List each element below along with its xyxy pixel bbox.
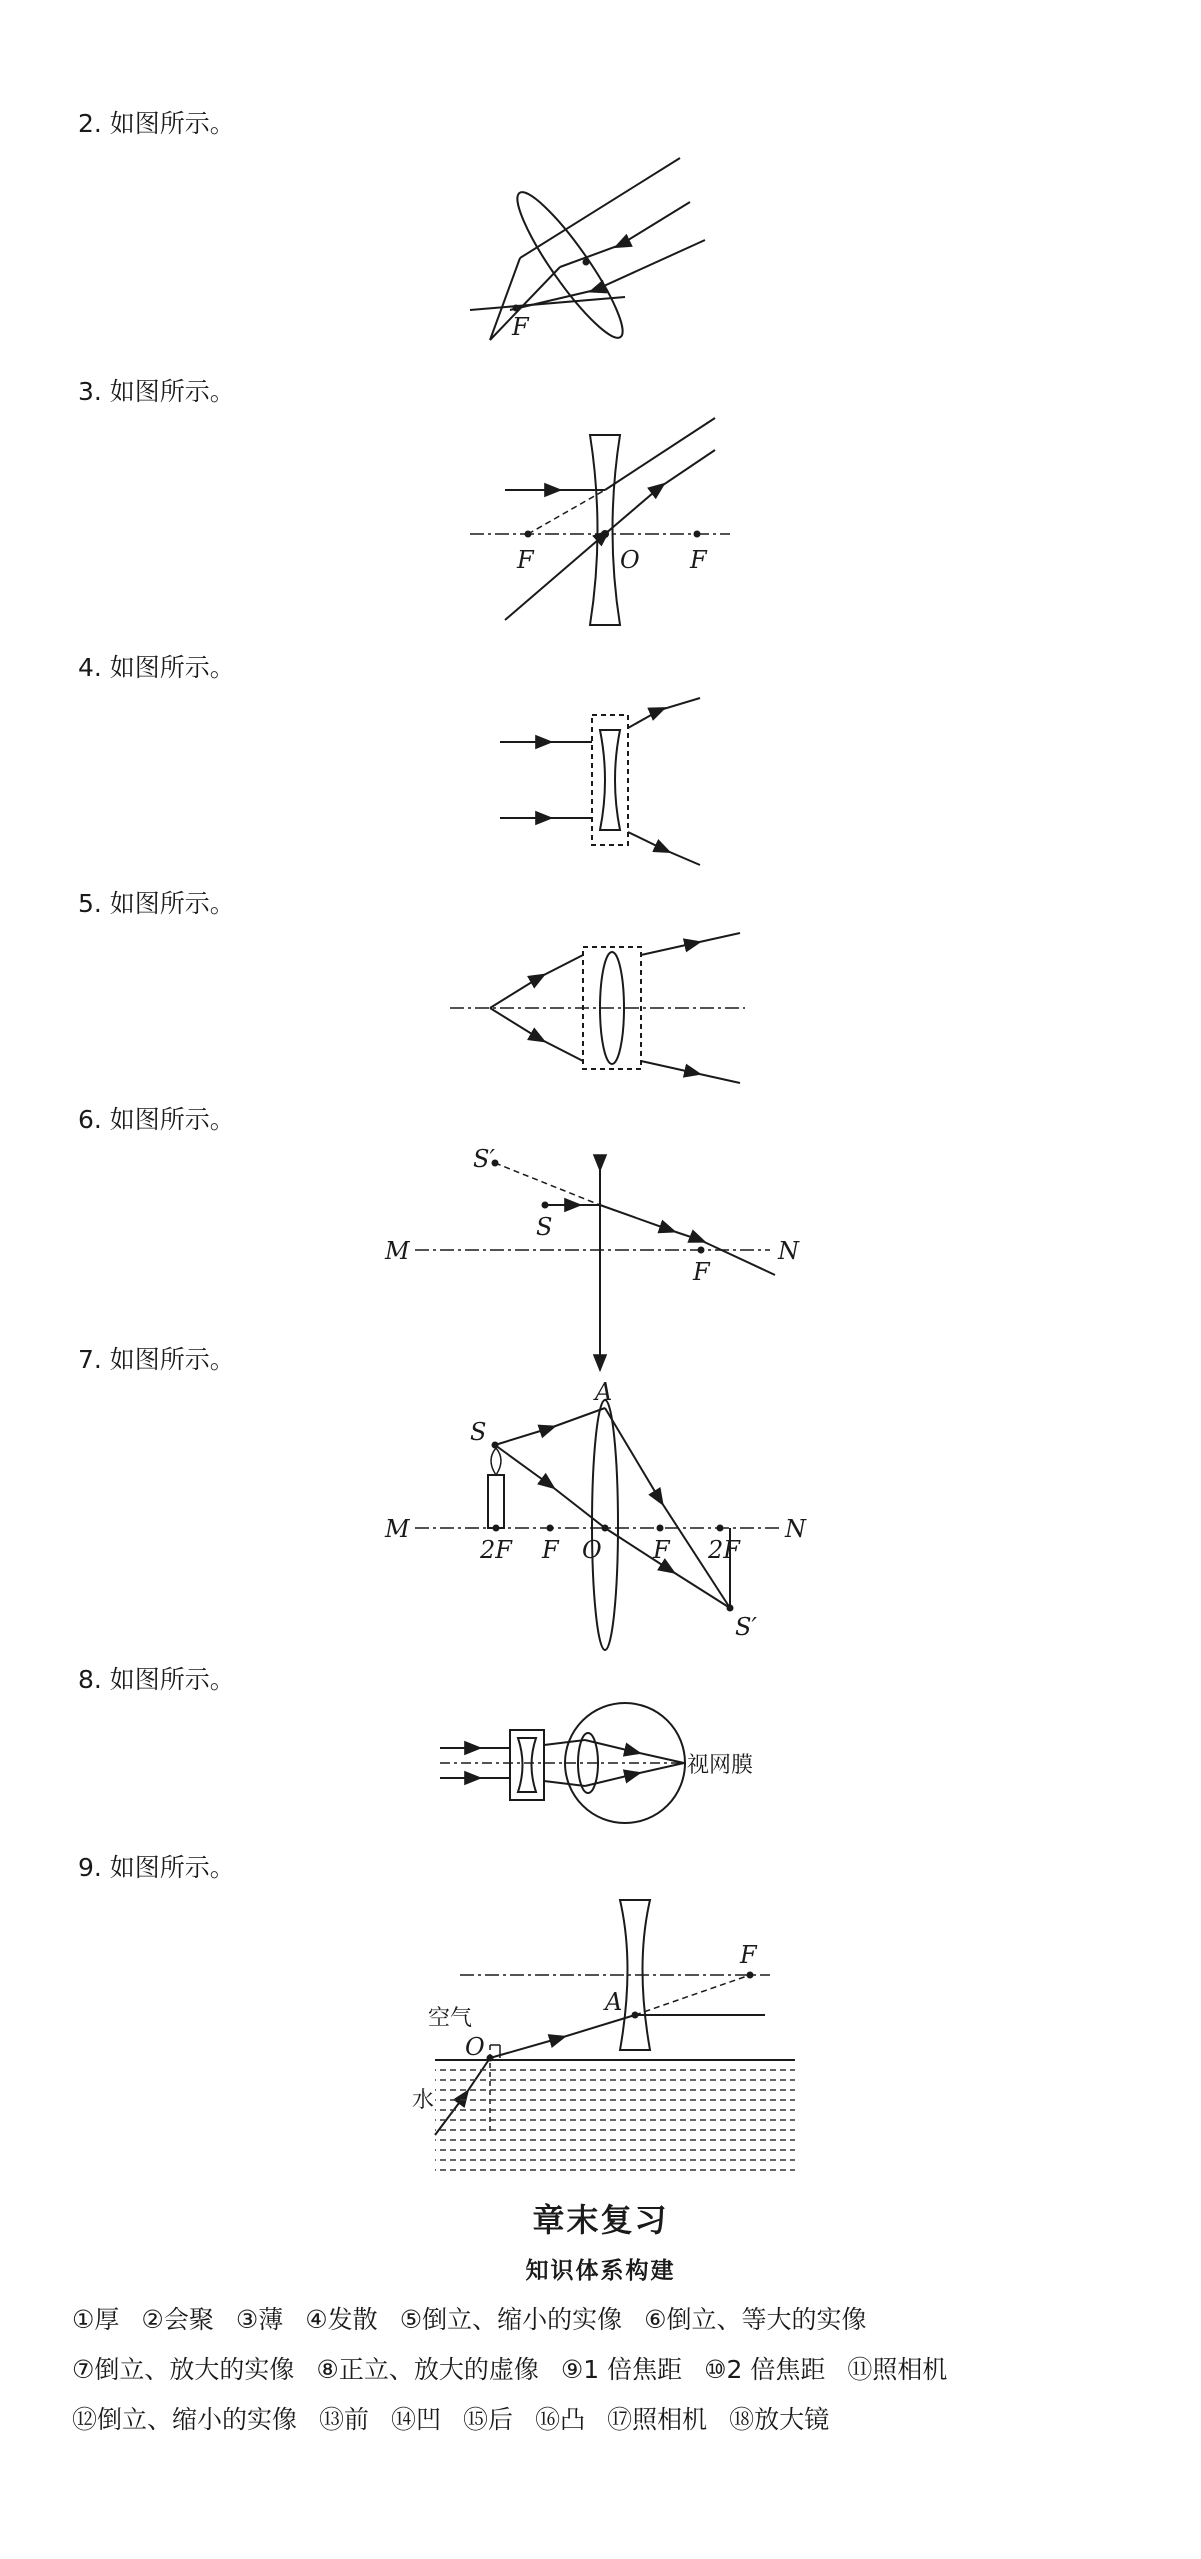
fig7-2f-right: 2F	[708, 1536, 740, 1564]
figure-2-convex-lens	[440, 150, 740, 350]
fig2-focus-label: F	[512, 313, 529, 341]
answer-item: ⑥倒立、等大的实像	[644, 2305, 867, 2334]
answer-item: ⑭凹	[391, 2405, 442, 2434]
item-7-label: 7. 如图所示。	[78, 1345, 235, 1374]
fig7-m: M	[385, 1515, 410, 1543]
figure-7-imaging	[370, 1380, 830, 1660]
answer-list	[72, 2295, 969, 2445]
item-5-label: 5. 如图所示。	[78, 889, 235, 918]
answer-item: ⑩2 倍焦距	[704, 2355, 826, 2384]
figure-5-box-convex	[445, 925, 755, 1090]
answer-item: ⑮后	[463, 2405, 514, 2434]
answer-row-3	[72, 2395, 969, 2445]
answer-item: ⑰照相机	[607, 2405, 708, 2434]
item-8-label: 8. 如图所示。	[78, 1665, 235, 1694]
answer-item: ⑪照相机	[847, 2355, 948, 2384]
item-3-label: 3. 如图所示。	[78, 377, 235, 406]
fig6-s: S	[536, 1213, 553, 1241]
fig7-a: A	[595, 1380, 613, 1406]
fig8-retina-label: 视网膜	[687, 1753, 754, 1778]
fig3-focus-right: F	[690, 546, 707, 574]
answer-item: ④发散	[305, 2305, 378, 2334]
item-4-label: 4. 如图所示。	[78, 653, 235, 682]
fig7-s-prime: S′	[735, 1613, 757, 1641]
fig6-n: N	[778, 1237, 799, 1265]
fig3-focus-left: F	[517, 546, 534, 574]
fig7-s: S	[470, 1418, 487, 1446]
chapter-review-title: 章末复习	[532, 2201, 669, 2239]
answer-item: ①厚	[72, 2305, 120, 2334]
fig7-n: N	[785, 1515, 806, 1543]
fig9-water-label: 水	[412, 2088, 435, 2113]
answer-item: ②会聚	[141, 2305, 214, 2334]
answer-item: ⑨1 倍焦距	[560, 2355, 683, 2384]
fig9-air-label: 空气	[428, 2006, 473, 2031]
answer-item: ⑤倒立、缩小的实像	[399, 2305, 623, 2334]
item-9-label: 9. 如图所示。	[78, 1853, 235, 1882]
answer-item: ⑧正立、放大的虚像	[316, 2355, 539, 2384]
figure-8-eye-correction	[430, 1700, 790, 1830]
fig3-optical-center: O	[620, 546, 640, 574]
fig9-a: A	[605, 1988, 623, 2016]
fig6-m: M	[385, 1237, 410, 1265]
fig7-f-right: F	[653, 1536, 670, 1564]
answer-item: ⑱放大镜	[729, 2405, 830, 2434]
figure-3-concave-lens	[460, 410, 740, 630]
fig9-o: O	[465, 2033, 485, 2061]
item-6-label: 6. 如图所示。	[78, 1105, 235, 1134]
fig7-f-left: F	[542, 1536, 559, 1564]
fig7-2f-left: 2F	[480, 1536, 512, 1564]
fig7-o: O	[582, 1536, 602, 1564]
item-2-label: 2. 如图所示。	[78, 109, 235, 138]
answer-row-1	[72, 2295, 969, 2345]
fig6-f: F	[693, 1258, 710, 1286]
answer-item: ⑦倒立、放大的实像	[72, 2355, 295, 2384]
fig9-f: F	[740, 1941, 757, 1969]
figure-6-lens-mn	[370, 1135, 830, 1375]
answer-item: ⑫倒立、缩小的实像	[72, 2405, 298, 2434]
answer-row-2	[72, 2345, 969, 2395]
answer-item: ⑬前	[319, 2405, 370, 2434]
knowledge-system-subtitle: 知识体系构建	[525, 2258, 676, 2284]
answer-item: ③薄	[235, 2305, 284, 2334]
fig6-s-prime: S′	[473, 1145, 495, 1173]
figure-9-refraction-lens	[410, 1885, 810, 2185]
answer-item: ⑯凸	[535, 2405, 586, 2434]
figure-4-box-concave	[490, 690, 710, 870]
